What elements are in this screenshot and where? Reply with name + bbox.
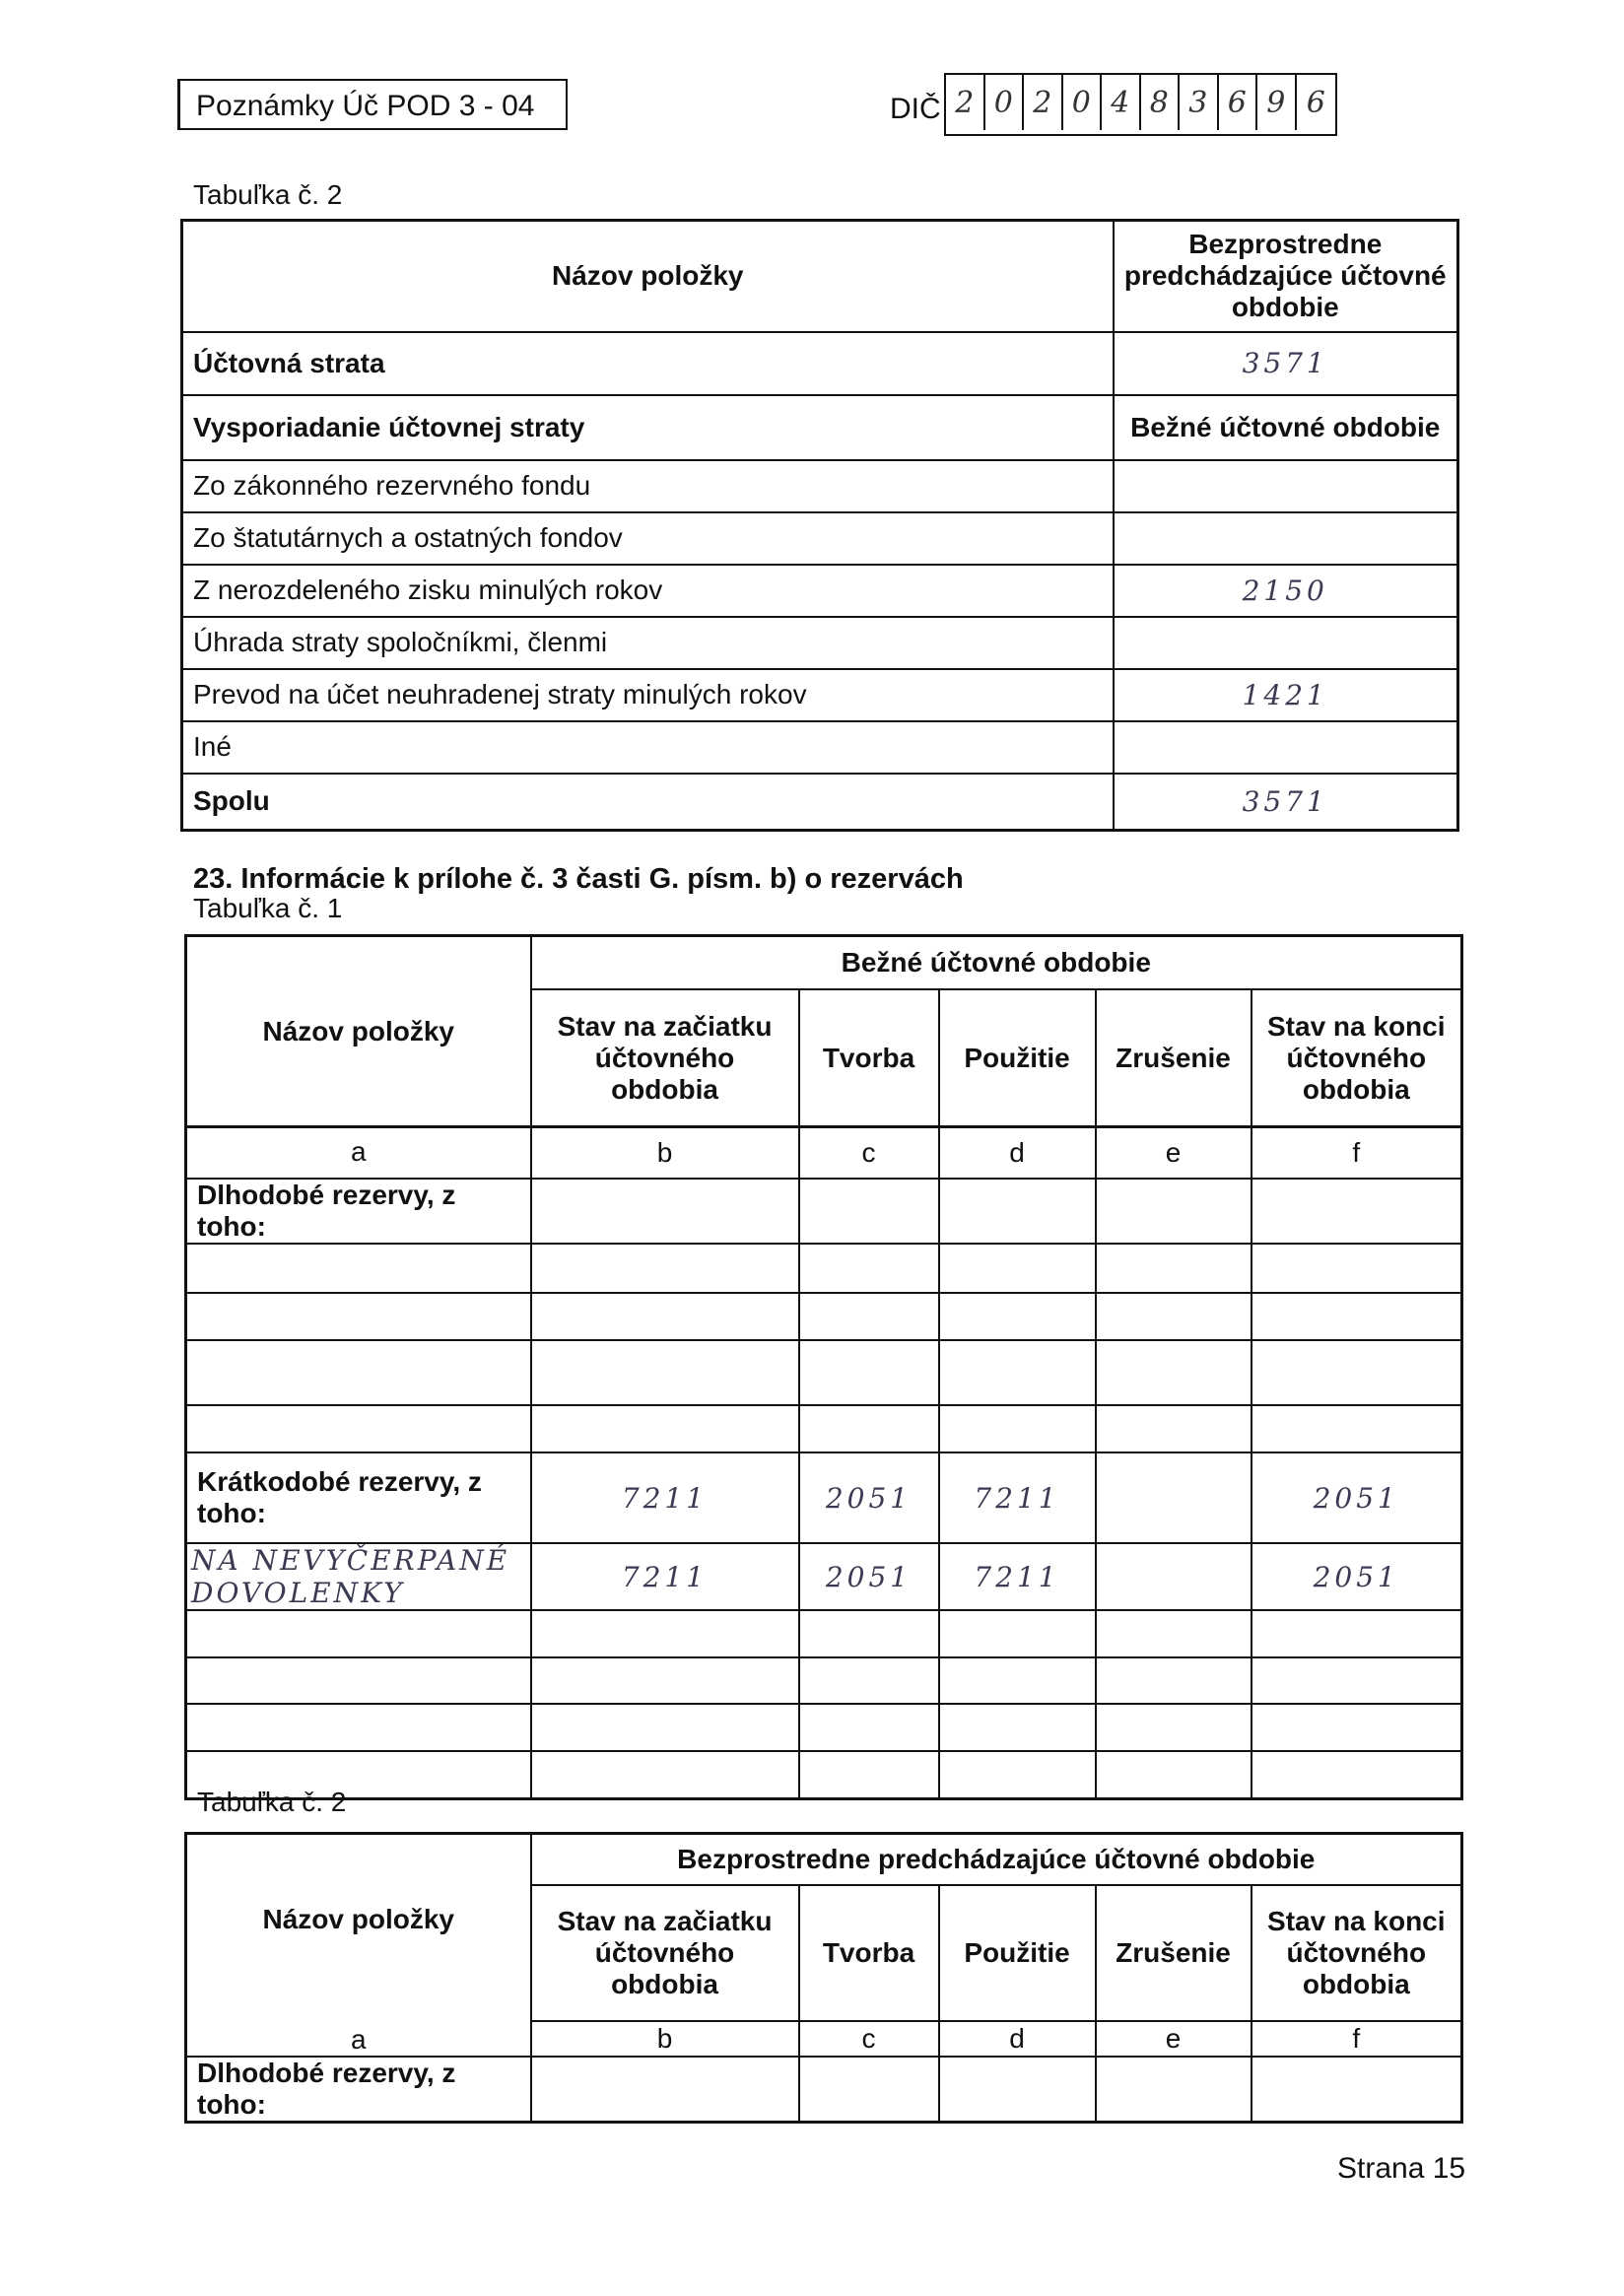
loss-settlement-table	[180, 219, 1459, 832]
short-term-usage: 7211	[939, 1452, 1096, 1543]
dic-digit: 2	[1024, 75, 1063, 130]
col-header-name-text: Názov položky	[262, 1904, 454, 1934]
table-row-value	[1114, 721, 1458, 774]
table-a-caption: Tabuľka č. 2	[193, 179, 343, 210]
item-start: 7211	[531, 1543, 799, 1610]
row-label-long-term: Dlhodobé rezervy, z toho:	[186, 2057, 531, 2123]
dic-digit: 9	[1257, 75, 1297, 130]
table-row-value	[1114, 512, 1458, 565]
col-header-cancellation: Zrušenie	[1096, 1885, 1252, 2021]
row-label-settlement: Vysporiadanie účtovnej straty	[182, 395, 1114, 460]
column-letter: e	[1096, 2021, 1252, 2057]
item-label-handwritten: NA NEVYČERPANÉ DOVOLENKY	[186, 1543, 531, 1610]
dic-digit: 4	[1102, 75, 1141, 130]
dic-digit: 3	[1180, 75, 1219, 130]
item-creation: 2051	[799, 1543, 939, 1610]
column-letter: b	[531, 2021, 799, 2057]
col-header-start-balance: Stav na začiatku účtovného obdobia	[531, 1885, 799, 2021]
column-letter: a	[350, 2024, 367, 2055]
table-row-label: Zo zákonného rezervného fondu	[182, 460, 1114, 512]
form-label: Poznámky Úč POD 3 - 04	[177, 79, 568, 130]
column-letter: c	[799, 1126, 939, 1179]
column-letter: c	[799, 2021, 939, 2057]
col-header-start-balance: Stav na začiatku účtovného obdobia	[531, 989, 799, 1127]
row-label-short-term: Krátkodobé rezervy, z toho:	[186, 1452, 531, 1543]
row-label-long-term: Dlhodobé rezervy, z toho:	[186, 1179, 531, 1244]
page-number: Strana 15	[1337, 2152, 1466, 2185]
col-header-usage: Použitie	[939, 1885, 1096, 2021]
dic-label: DIČ	[890, 93, 941, 125]
item-cancellation	[1096, 1543, 1252, 1610]
column-letter: a	[186, 1126, 531, 1179]
col-header-previous-period: Bezprostredne predchádzajúce účtovné obdobie	[1114, 221, 1458, 332]
value-loss: 3571	[1114, 332, 1458, 395]
table-row-label: Iné	[182, 721, 1114, 774]
dic-digit: 2	[946, 75, 985, 130]
reserves-current-period-body	[184, 1125, 1463, 1800]
table-row-value: 1421	[1114, 669, 1458, 721]
col-header-end-balance: Stav na konci účtovného obdobia	[1252, 989, 1462, 1127]
short-term-cancellation	[1096, 1452, 1252, 1543]
item-usage: 7211	[939, 1543, 1096, 1610]
table-row-label: Z nerozdeleného zisku minulých rokov	[182, 565, 1114, 617]
dic-digit: 0	[1063, 75, 1103, 130]
col-header-creation: Tvorba	[799, 989, 939, 1127]
table-row-label: Úhrada straty spoločníkmi, členmi	[182, 617, 1114, 669]
dic-digit: 8	[1141, 75, 1181, 130]
table-row-value: 2150	[1114, 565, 1458, 617]
table-c-caption: Tabuľka č. 2	[197, 1787, 347, 1817]
dic-digit: 0	[985, 75, 1025, 130]
column-letter: d	[939, 2021, 1096, 2057]
column-letter: d	[939, 1126, 1096, 1179]
section-23-title: 23. Informácie k prílohe č. 3 časti G. písm. b) o rezervách	[193, 863, 964, 895]
col-header-end-balance: Stav na konci účtovného obdobia	[1252, 1885, 1462, 2021]
col-header-current-period: Bežné účtovné obdobie	[1114, 395, 1458, 460]
col-header-name	[186, 1834, 531, 2058]
dic-boxes	[944, 73, 1337, 136]
dic-digit: 6	[1219, 75, 1258, 130]
column-letter: f	[1252, 1126, 1462, 1179]
col-header-creation: Tvorba	[799, 1885, 939, 2021]
col-header-name	[186, 936, 531, 1127]
column-letter: f	[1252, 2021, 1462, 2057]
table-row-label: Prevod na účet neuhradenej straty minulých rokov	[182, 669, 1114, 721]
col-header-name: Názov položky	[182, 221, 1114, 332]
short-term-end: 2051	[1252, 1452, 1462, 1543]
item-end: 2051	[1252, 1543, 1462, 1610]
column-letter: b	[531, 1126, 799, 1179]
row-label-loss: Účtovná strata	[182, 332, 1114, 395]
table-b-caption: Tabuľka č. 1	[193, 893, 343, 923]
group-header-previous-period: Bezprostredne predchádzajúce účtovné obdobie	[531, 1834, 1462, 1885]
value-total: 3571	[1114, 774, 1458, 831]
reserves-current-period-table	[184, 934, 1463, 1128]
short-term-creation: 2051	[799, 1452, 939, 1543]
col-header-usage: Použitie	[939, 989, 1096, 1127]
group-header-current-period: Bežné účtovné obdobie	[531, 936, 1462, 989]
col-header-cancellation: Zrušenie	[1096, 989, 1252, 1127]
table-row-value	[1114, 617, 1458, 669]
reserves-previous-period-table	[184, 1832, 1463, 2124]
short-term-start: 7211	[531, 1452, 799, 1543]
row-label-total: Spolu	[182, 774, 1114, 831]
table-row-value	[1114, 460, 1458, 512]
dic-digit: 6	[1306, 85, 1325, 120]
column-letter: e	[1096, 1126, 1252, 1179]
table-row-label: Zo štatutárnych a ostatných fondov	[182, 512, 1114, 565]
col-header-name-text: Názov položky	[262, 1015, 454, 1047]
